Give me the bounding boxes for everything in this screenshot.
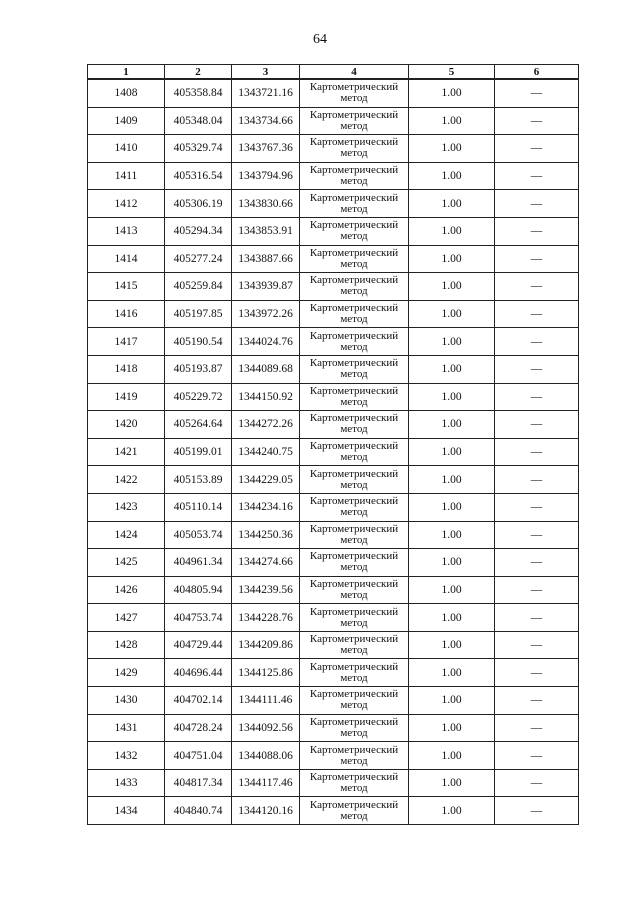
note-cell: — [495,162,579,190]
y-coordinate-cell: 1344240.75 [232,438,300,466]
method-line-2: метод [340,230,368,243]
table-row [88,107,579,135]
accuracy-cell: 1.00 [409,162,495,190]
method-line-1: Картометрический [309,329,399,342]
y-coordinate-cell: 1344120.16 [232,797,300,825]
method-cell [300,79,409,107]
point-number-cell: 1427 [88,604,165,632]
method-line-1: Картометрический [309,605,399,618]
accuracy-cell: 1.00 [409,687,495,715]
note-cell: — [495,493,579,521]
x-coordinate-cell: 404840.74 [165,797,232,825]
x-coordinate-cell: 404702.14 [165,687,232,715]
table-row [88,355,579,383]
x-coordinate-cell: 405358.84 [165,79,232,107]
point-number-cell: 1426 [88,576,165,604]
accuracy-cell: 1.00 [409,328,495,356]
method-line-2: метод [340,147,368,160]
note-cell: — [495,742,579,770]
table-row [88,383,579,411]
y-coordinate-cell: 1344088.06 [232,742,300,770]
accuracy-cell: 1.00 [409,521,495,549]
point-number-cell: 1428 [88,631,165,659]
method-line-2: метод [340,644,368,657]
method-line-2: метод [340,257,368,270]
method-line-1: Картометрический [309,577,399,590]
column-header-1: 1 [88,65,165,80]
note-cell: — [495,217,579,245]
method-cell [300,245,409,273]
point-number-cell: 1417 [88,328,165,356]
method-line-2: метод [340,478,368,491]
method-cell [300,576,409,604]
y-coordinate-cell: 1344228.76 [232,604,300,632]
accuracy-cell: 1.00 [409,135,495,163]
method-cell [300,797,409,825]
method-cell [300,107,409,135]
point-number-cell: 1429 [88,659,165,687]
method-cell [300,631,409,659]
y-coordinate-cell: 1343721.16 [232,79,300,107]
y-coordinate-cell: 1344117.46 [232,769,300,797]
point-number-cell: 1431 [88,714,165,742]
method-line-2: метод [340,782,368,795]
table-row [88,797,579,825]
method-line-2: метод [340,202,368,215]
method-cell [300,190,409,218]
point-number-cell: 1432 [88,742,165,770]
accuracy-cell: 1.00 [409,300,495,328]
x-coordinate-cell: 405348.04 [165,107,232,135]
point-number-cell: 1408 [88,79,165,107]
method-cell [300,438,409,466]
point-number-cell: 1416 [88,300,165,328]
note-cell: — [495,190,579,218]
method-cell [300,411,409,439]
y-coordinate-cell: 1344272.26 [232,411,300,439]
method-line-2: метод [340,754,368,767]
method-line-1: Картометрический [309,715,399,728]
x-coordinate-cell: 404753.74 [165,604,232,632]
table-row [88,549,579,577]
x-coordinate-cell: 404817.34 [165,769,232,797]
x-coordinate-cell: 405197.85 [165,300,232,328]
table-row [88,576,579,604]
method-line-1: Картометрический [309,219,399,232]
x-coordinate-cell: 405199.01 [165,438,232,466]
table-row [88,742,579,770]
table-row [88,687,579,715]
coordinates-table [87,64,579,825]
table-row [88,217,579,245]
method-cell [300,769,409,797]
note-cell: — [495,466,579,494]
y-coordinate-cell: 1343939.87 [232,273,300,301]
method-line-1: Картометрический [309,384,399,397]
method-line-2: метод [340,175,368,188]
point-number-cell: 1418 [88,355,165,383]
method-line-1: Картометрический [309,357,399,370]
accuracy-cell: 1.00 [409,190,495,218]
table-row [88,190,579,218]
x-coordinate-cell: 405294.34 [165,217,232,245]
point-number-cell: 1415 [88,273,165,301]
accuracy-cell: 1.00 [409,273,495,301]
x-coordinate-cell: 405329.74 [165,135,232,163]
table-row [88,411,579,439]
table-row [88,659,579,687]
note-cell: — [495,328,579,356]
method-line-1: Картометрический [309,81,399,94]
method-line-1: Картометрический [309,191,399,204]
method-line-2: метод [340,313,368,326]
x-coordinate-cell: 404751.04 [165,742,232,770]
x-coordinate-cell: 405277.24 [165,245,232,273]
x-coordinate-cell: 405190.54 [165,328,232,356]
note-cell: — [495,604,579,632]
method-line-2: метод [340,368,368,381]
method-line-2: метод [340,671,368,684]
method-line-2: метод [340,561,368,574]
note-cell: — [495,714,579,742]
point-number-cell: 1409 [88,107,165,135]
method-line-2: метод [340,533,368,546]
method-cell [300,659,409,687]
method-line-2: метод [340,92,368,105]
y-coordinate-cell: 1344092.56 [232,714,300,742]
method-cell [300,355,409,383]
y-coordinate-cell: 1343830.66 [232,190,300,218]
table-row [88,273,579,301]
note-cell: — [495,107,579,135]
table-body [88,79,579,825]
method-line-2: метод [340,726,368,739]
point-number-cell: 1410 [88,135,165,163]
y-coordinate-cell: 1344229.05 [232,466,300,494]
point-number-cell: 1433 [88,769,165,797]
table-row [88,604,579,632]
y-coordinate-cell: 1343887.66 [232,245,300,273]
x-coordinate-cell: 405153.89 [165,466,232,494]
point-number-cell: 1421 [88,438,165,466]
point-number-cell: 1423 [88,493,165,521]
point-number-cell: 1412 [88,190,165,218]
accuracy-cell: 1.00 [409,217,495,245]
method-cell [300,687,409,715]
method-cell [300,466,409,494]
table-row [88,162,579,190]
point-number-cell: 1425 [88,549,165,577]
method-line-2: метод [340,616,368,629]
note-cell: — [495,438,579,466]
column-header-6: 6 [495,65,579,80]
method-line-1: Картометрический [309,108,399,121]
y-coordinate-cell: 1344111.46 [232,687,300,715]
method-line-1: Картометрический [309,550,399,563]
point-number-cell: 1434 [88,797,165,825]
method-line-1: Картометрический [309,246,399,259]
column-header-4: 4 [300,65,409,80]
method-line-2: метод [340,395,368,408]
method-cell [300,493,409,521]
accuracy-cell: 1.00 [409,79,495,107]
method-line-2: метод [340,423,368,436]
method-cell [300,217,409,245]
accuracy-cell: 1.00 [409,631,495,659]
note-cell: — [495,383,579,411]
y-coordinate-cell: 1343972.26 [232,300,300,328]
accuracy-cell: 1.00 [409,549,495,577]
accuracy-cell: 1.00 [409,466,495,494]
method-line-1: Картометрический [309,440,399,453]
column-header-5: 5 [409,65,495,80]
point-number-cell: 1411 [88,162,165,190]
method-line-1: Картометрический [309,164,399,177]
y-coordinate-cell: 1344234.16 [232,493,300,521]
accuracy-cell: 1.00 [409,493,495,521]
note-cell: — [495,631,579,659]
accuracy-cell: 1.00 [409,411,495,439]
accuracy-cell: 1.00 [409,245,495,273]
point-number-cell: 1430 [88,687,165,715]
y-coordinate-cell: 1344150.92 [232,383,300,411]
table-header [88,65,579,80]
accuracy-cell: 1.00 [409,769,495,797]
x-coordinate-cell: 404805.94 [165,576,232,604]
method-line-1: Картометрический [309,633,399,646]
y-coordinate-cell: 1344274.66 [232,549,300,577]
x-coordinate-cell: 405110.14 [165,493,232,521]
method-line-2: метод [340,119,368,132]
point-number-cell: 1414 [88,245,165,273]
y-coordinate-cell: 1343734.66 [232,107,300,135]
table-row [88,79,579,107]
method-cell [300,135,409,163]
y-coordinate-cell: 1343794.96 [232,162,300,190]
y-coordinate-cell: 1344239.56 [232,576,300,604]
method-cell [300,604,409,632]
note-cell: — [495,549,579,577]
table-row [88,714,579,742]
note-cell: — [495,79,579,107]
method-line-2: метод [340,699,368,712]
method-cell [300,521,409,549]
header-row [88,65,579,80]
y-coordinate-cell: 1344250.36 [232,521,300,549]
column-header-3: 3 [232,65,300,80]
x-coordinate-cell: 405264.64 [165,411,232,439]
method-line-1: Картометрический [309,743,399,756]
x-coordinate-cell: 405229.72 [165,383,232,411]
method-cell [300,383,409,411]
table-row [88,300,579,328]
note-cell: — [495,411,579,439]
method-line-1: Картометрический [309,660,399,673]
y-coordinate-cell: 1344024.76 [232,328,300,356]
table-row [88,438,579,466]
accuracy-cell: 1.00 [409,742,495,770]
method-line-1: Картометрический [309,302,399,315]
page-number: 64 [313,32,327,47]
y-coordinate-cell: 1343853.91 [232,217,300,245]
note-cell: — [495,300,579,328]
y-coordinate-cell: 1344125.86 [232,659,300,687]
accuracy-cell: 1.00 [409,438,495,466]
method-line-1: Картометрический [309,274,399,287]
method-line-1: Картометрический [309,522,399,535]
method-cell [300,549,409,577]
table-row [88,245,579,273]
method-line-2: метод [340,285,368,298]
x-coordinate-cell: 404728.24 [165,714,232,742]
table-row [88,466,579,494]
method-line-2: метод [340,506,368,519]
x-coordinate-cell: 404729.44 [165,631,232,659]
table-row [88,135,579,163]
method-line-1: Картометрический [309,688,399,701]
method-line-1: Картометрический [309,495,399,508]
point-number-cell: 1419 [88,383,165,411]
note-cell: — [495,135,579,163]
accuracy-cell: 1.00 [409,797,495,825]
table-row [88,328,579,356]
method-line-2: метод [340,340,368,353]
accuracy-cell: 1.00 [409,659,495,687]
method-cell [300,328,409,356]
method-line-1: Картометрический [309,467,399,480]
point-number-cell: 1420 [88,411,165,439]
method-line-1: Картометрический [309,412,399,425]
method-cell [300,300,409,328]
table-row [88,521,579,549]
note-cell: — [495,576,579,604]
note-cell: — [495,355,579,383]
table-row [88,493,579,521]
accuracy-cell: 1.00 [409,383,495,411]
note-cell: — [495,687,579,715]
y-coordinate-cell: 1344209.86 [232,631,300,659]
table-row [88,631,579,659]
y-coordinate-cell: 1343767.36 [232,135,300,163]
x-coordinate-cell: 405193.87 [165,355,232,383]
method-line-1: Картометрический [309,771,399,784]
column-header-2: 2 [165,65,232,80]
method-line-1: Картометрический [309,798,399,811]
accuracy-cell: 1.00 [409,714,495,742]
method-cell [300,714,409,742]
method-cell [300,162,409,190]
method-line-2: метод [340,809,368,822]
method-line-2: метод [340,451,368,464]
note-cell: — [495,797,579,825]
note-cell: — [495,659,579,687]
method-line-1: Картометрический [309,136,399,149]
point-number-cell: 1422 [88,466,165,494]
method-line-2: метод [340,588,368,601]
accuracy-cell: 1.00 [409,576,495,604]
x-coordinate-cell: 405259.84 [165,273,232,301]
x-coordinate-cell: 405053.74 [165,521,232,549]
point-number-cell: 1413 [88,217,165,245]
method-cell [300,742,409,770]
y-coordinate-cell: 1344089.68 [232,355,300,383]
note-cell: — [495,769,579,797]
note-cell: — [495,245,579,273]
table-row [88,769,579,797]
x-coordinate-cell: 404696.44 [165,659,232,687]
note-cell: — [495,521,579,549]
accuracy-cell: 1.00 [409,355,495,383]
x-coordinate-cell: 404961.34 [165,549,232,577]
note-cell: — [495,273,579,301]
x-coordinate-cell: 405306.19 [165,190,232,218]
method-cell [300,273,409,301]
point-number-cell: 1424 [88,521,165,549]
accuracy-cell: 1.00 [409,604,495,632]
x-coordinate-cell: 405316.54 [165,162,232,190]
accuracy-cell: 1.00 [409,107,495,135]
